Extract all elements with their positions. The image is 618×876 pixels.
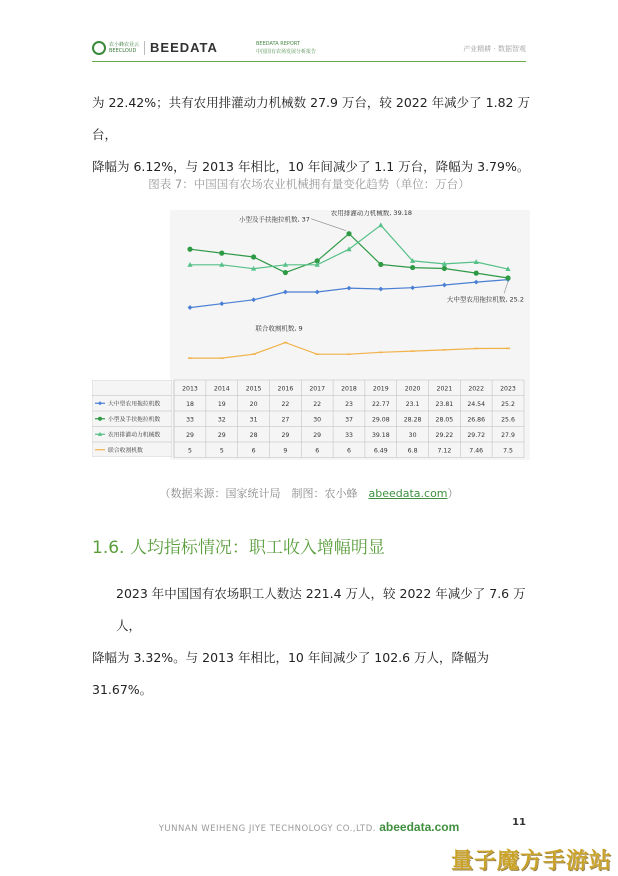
table-cell: 27	[281, 416, 290, 424]
annotation-leader	[311, 219, 346, 231]
table-cell: 25.2	[501, 401, 515, 409]
header-divider	[92, 61, 526, 62]
data-label: 农用排灌动力机械数, 39.18	[330, 210, 413, 218]
table-cell: 29.08	[371, 416, 390, 424]
table-header-year: 2016	[277, 385, 294, 393]
table-cell: 33	[186, 416, 194, 424]
paragraph-line: 降幅为 6.12%，与 2013 年相比，10 年间减少了 1.1 万台，降幅为 3.79%。	[92, 159, 530, 174]
table-cell: 5	[219, 447, 224, 455]
legend-label: 大中型农用拖拉机数	[108, 401, 161, 408]
data-point	[474, 271, 479, 276]
table-header-year: 2022	[468, 385, 485, 393]
data-point	[474, 280, 479, 285]
table-header-year: 2013	[182, 385, 198, 393]
source-suffix: ）	[447, 487, 459, 500]
table-cell: 23.1	[405, 401, 420, 409]
table-cell: 30	[408, 432, 417, 440]
table-cell: 32	[217, 416, 226, 424]
table-cell: 22	[313, 401, 322, 409]
legend-marker	[98, 417, 102, 421]
logo-text-block	[109, 42, 139, 54]
data-point	[315, 290, 320, 295]
footer-website[interactable]: abeedata.com	[379, 820, 460, 834]
table-cell: 22.77	[371, 401, 390, 409]
legend-label: 农用排灌动力机械数	[108, 432, 161, 439]
table-cell: 30	[313, 416, 322, 424]
data-point	[410, 285, 415, 290]
table-cell: 24.54	[467, 401, 486, 409]
table-cell: 29	[217, 432, 226, 440]
page-number: 11	[512, 817, 526, 828]
data-point	[219, 301, 224, 306]
chart-title: 图表 7：中国国有农场农业机械拥有量变化趋势（单位：万台）	[148, 177, 470, 191]
table-cell: 19	[217, 401, 226, 409]
table-cell: 39.18	[371, 432, 390, 440]
table-cell: 23	[345, 401, 353, 409]
annotation-leader	[504, 282, 508, 294]
paragraph-line: 降幅为 3.32%。与 2013 年相比，10 年间减少了 102.6 万人，降幅为 31.67%。	[92, 650, 490, 697]
source-link[interactable]: abeedata.com	[368, 487, 448, 500]
paragraph-1	[92, 87, 532, 183]
bee-logo-icon	[92, 41, 106, 55]
legend-label: 联合收割机数	[108, 447, 143, 454]
data-point	[378, 287, 383, 292]
table-header-year: 2014	[213, 385, 230, 393]
table-cell: 18	[186, 401, 194, 409]
table-cell: 6	[251, 447, 256, 455]
data-point	[347, 286, 352, 291]
table-cell: 7.12	[437, 447, 452, 455]
table-header-year: 2019	[372, 385, 389, 393]
table-legend-column	[92, 380, 172, 457]
table-header-year: 2021	[436, 385, 453, 393]
line-chart	[170, 210, 530, 460]
table-cell: 25.6	[501, 416, 515, 424]
table-cell: 6	[315, 447, 320, 455]
footer-company: YUNNAN WEIHENG JIYE TECHNOLOGY CO.,LTD.	[158, 824, 377, 834]
table-header-year: 2023	[500, 385, 516, 393]
table-cell: 28	[249, 432, 258, 440]
data-label: 大中型农用拖拉机数, 25.2	[446, 295, 524, 304]
table-cell: 29	[281, 432, 290, 440]
paragraph-line: 为 22.42%；共有农用排灌动力机械数 27.9 万台，较 2022 年减少了 1.82 万台，	[92, 95, 530, 142]
report-cn: 中国国有农场发展分析报告	[256, 49, 317, 55]
report-en: BEEDATA REPORT	[256, 41, 300, 47]
table-header-year: 2018	[341, 385, 357, 393]
table-cell: 37	[345, 416, 353, 424]
data-point	[378, 262, 383, 267]
table-cell: 28.05	[435, 416, 454, 424]
table-cell: 29.72	[467, 432, 486, 440]
table-cell: 9	[283, 447, 288, 455]
table-cell: 29	[186, 432, 194, 440]
table-cell: 31	[249, 416, 258, 424]
legend-label: 小型及手扶拖拉机数	[108, 416, 161, 423]
chart-source	[0, 485, 618, 501]
table-cell: 26.86	[467, 416, 486, 424]
series-line-1	[190, 234, 508, 278]
chart-container	[170, 210, 530, 460]
data-point	[187, 247, 192, 252]
table-cell: 22	[281, 401, 290, 409]
table-cell: 28.28	[403, 416, 422, 424]
table-cell: 7.46	[469, 447, 484, 455]
paragraph-line: 2023 年中国国有农场职工人数达 221.4 万人，较 2022 年减少了 7.6 万人，	[116, 586, 526, 633]
table-cell: 7.5	[503, 447, 513, 455]
data-point	[251, 254, 256, 259]
logo-en: BEECLOUD	[109, 47, 137, 54]
table-cell: 20	[249, 401, 258, 409]
data-point	[283, 290, 288, 295]
table-cell: 33	[345, 432, 353, 440]
data-point	[442, 266, 447, 271]
table-legend	[92, 380, 172, 457]
table-cell: 5	[188, 447, 192, 455]
data-point	[188, 305, 193, 310]
data-point	[251, 297, 256, 302]
brand-name: BEEDATA	[150, 40, 218, 55]
table-header-year: 2015	[245, 385, 262, 393]
section-title: 1.6. 人均指标情况：职工收入增幅明显	[92, 538, 385, 558]
data-point	[442, 283, 447, 288]
data-label: 小型及手扶拖拉机数, 37	[239, 215, 310, 224]
table-cell: 27.9	[501, 432, 515, 440]
report-name	[256, 40, 316, 56]
data-point	[410, 265, 415, 270]
data-label: 联合收割机数, 9	[255, 324, 303, 333]
table-header-year: 2020	[404, 385, 421, 393]
data-point	[505, 275, 510, 280]
table-cell: 6.8	[407, 447, 418, 455]
table-cell: 29.22	[435, 432, 454, 440]
header-logo	[92, 40, 218, 55]
table-cell: 6	[347, 447, 351, 455]
paragraph-2	[92, 578, 532, 706]
table-cell: 6.49	[373, 447, 388, 455]
data-point	[283, 270, 288, 275]
table-cell: 29	[313, 432, 322, 440]
data-point	[346, 231, 351, 236]
series-line-3	[190, 343, 508, 359]
logo-divider	[144, 41, 145, 55]
logo-cn: 农小蜂农业云	[109, 41, 140, 48]
data-point	[378, 222, 383, 227]
table-cell: 23.81	[435, 401, 454, 409]
watermark-logo: 量子魔方手游站	[450, 849, 612, 874]
source-prefix: （数据来源：国家统计局 制图：农小蜂	[159, 487, 369, 500]
data-point	[219, 251, 224, 256]
header-tagline: 产业精耕 · 数据智观	[463, 45, 526, 53]
table-header-year: 2017	[309, 385, 326, 393]
